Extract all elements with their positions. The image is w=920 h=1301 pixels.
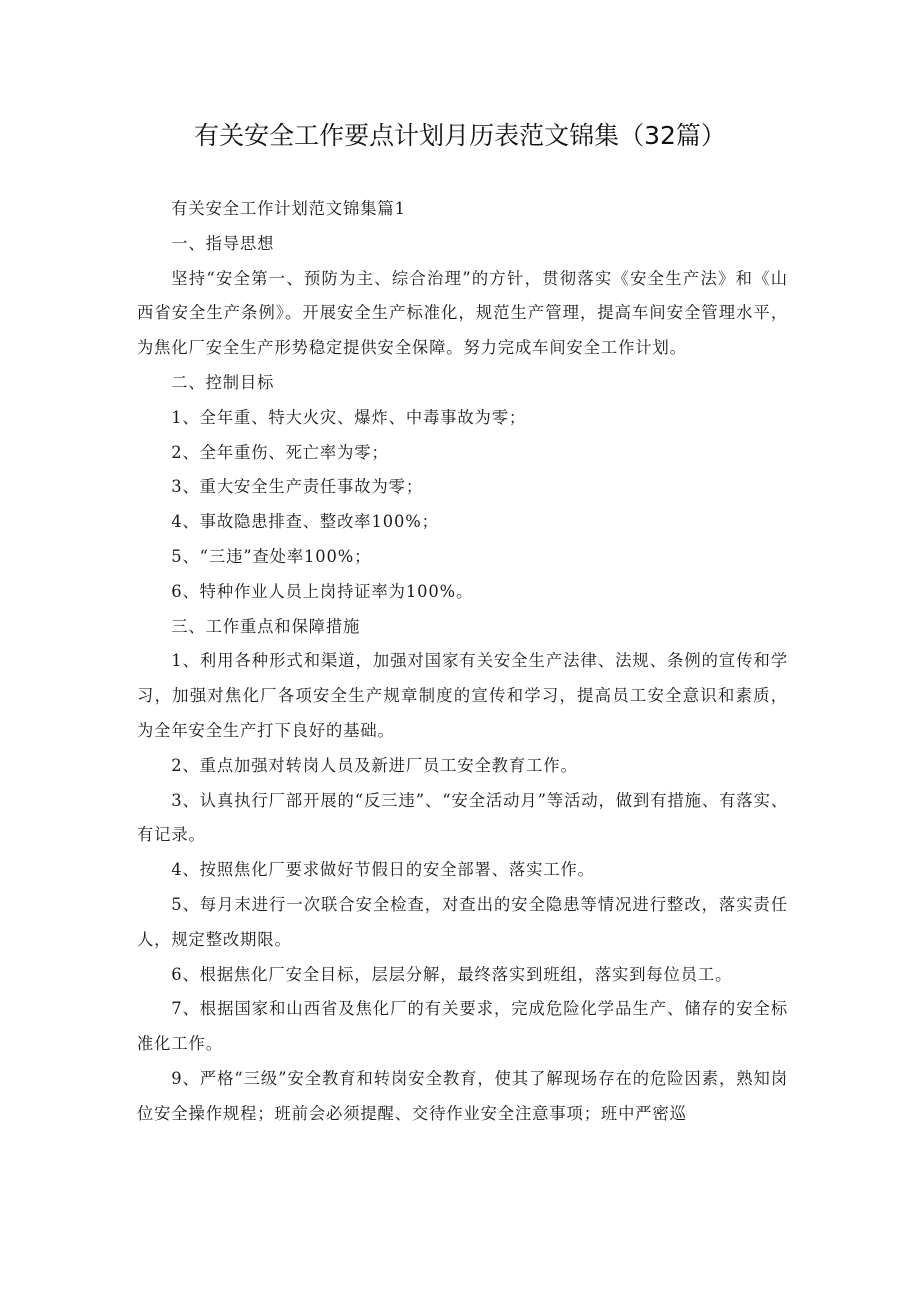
document-body [137,192,788,1132]
list-item: 9、严格“三级”安全教育和转岗安全教育，使其了解现场存在的危险因素，熟知岗位安全操作规程；班前会必须提醒、交待作业安全注意事项；班中严密巡 [137,1068,788,1123]
list-item: 4、按照焦化厂要求做好节假日的安全部署、落实工作。 [171,860,595,880]
list-item: 5、每月末进行一次联合安全检查，对查出的安全隐患等情况进行整改，落实责任人，规定整改期限。 [137,894,788,949]
subheading-guiding-thought: 一、指导思想 [171,233,275,253]
list-item: 5、“三违”查处率100%； [171,546,372,566]
subheading-control-goals: 二、控制目标 [171,372,275,392]
list-item: 2、全年重伤、死亡率为零； [171,442,389,462]
list-item: 3、认真执行厂部开展的“反三违”、“安全活动月”等活动，做到有措施、有落实、有记录。 [137,790,788,845]
section-heading: 有关安全工作计划范文锦集篇1 [171,199,406,218]
document-title: 有关安全工作要点计划月历表范文锦集（32篇） [194,121,726,150]
list-item: 6、特种作业人员上岗持证率为100%。 [171,581,474,601]
list-item: 6、根据焦化厂安全目标，层层分解，最终落实到班组，落实到每位员工。 [171,964,733,984]
list-item: 3、重大安全生产责任事故为零； [171,477,424,497]
list-item: 1、全年重、特大火灾、爆炸、中毒事故为零； [171,407,527,427]
list-item: 1、利用各种形式和渠道，加强对国家有关安全生产法律、法规、条例的宣传和学习，加强对焦化厂各项安全生产规章制度的宣传和学习，提高员工安全意识和素质，为全年安全生产打下良好的基础。 [137,651,788,740]
subheading-work-focus: 三、工作重点和保障措施 [171,616,361,636]
paragraph: 坚持“安全第一、预防为主、综合治理”的方针，贯彻落实《安全生产法》和《山西省安全生产条例》。开展安全生产标准化，规范生产管理，提高车间安全管理水平，为焦化厂安全生产形势稳定提供安全保障。努力完成车间安全工作计划。 [137,268,788,358]
list-item: 7、根据国家和山西省及焦化厂的有关要求，完成危险化学品生产、储存的安全标准化工作。 [137,999,788,1054]
list-item: 2、重点加强对转岗人员及新进厂员工安全教育工作。 [171,755,578,775]
list-item: 4、事故隐患排查、整改率100%； [171,512,439,532]
